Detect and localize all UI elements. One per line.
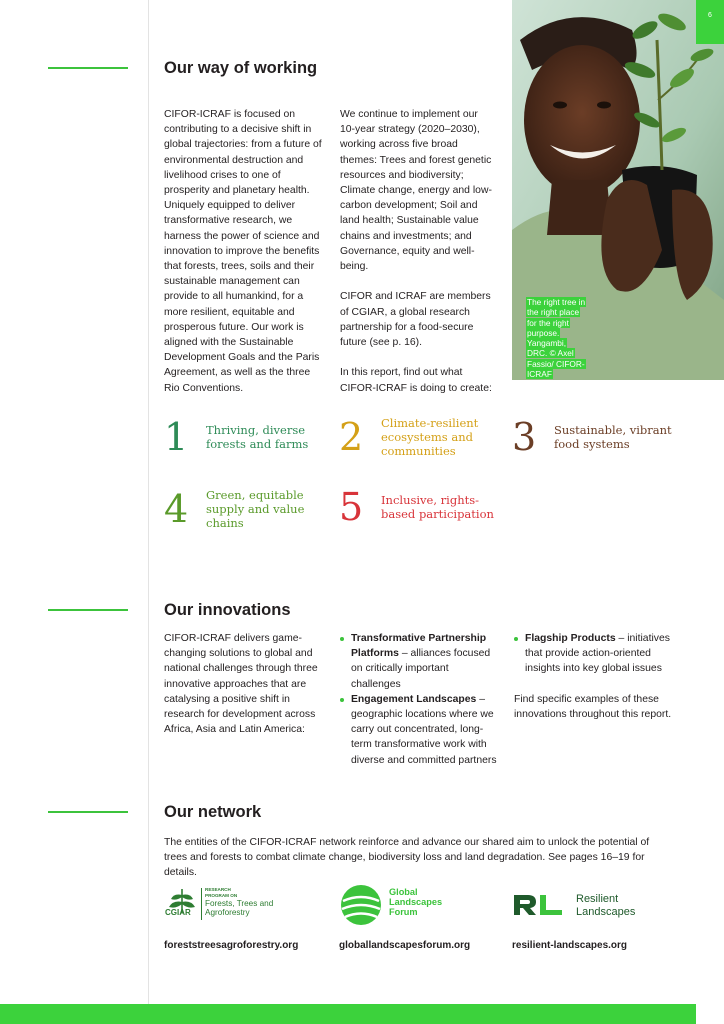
innovation-name: Engagement Landscapes <box>351 693 477 705</box>
way-of-working-para-1: CIFOR-ICRAF is focused on contributing to a decisive shift in global trajectories: from a future of environmental destruction and livelihood crises to one of prosperity and planetary health. Uniquely equipped to deliver transformative research, we harness the power of science and innovation to improve the benefits that forests, trees, soils and their sustainable management can provide to all humankind, for a more resilient, equitable and prosperous future. Our work is aligned with the Sustainable Development Goals and the Paris Agreement, as well as the three Rio Conventions. <box>164 109 322 394</box>
fta-logo-small <box>205 887 237 898</box>
outcome-number: 3 <box>512 415 537 459</box>
network-title: Our network <box>164 803 262 821</box>
innovation-item <box>340 631 500 692</box>
section-accent-line <box>48 811 128 813</box>
outcome-number: 1 <box>164 415 189 459</box>
rl-mark-icon <box>512 893 564 917</box>
innovation-desc: – alliances focused on critically important challenges <box>351 648 491 690</box>
way-of-working-col2 <box>340 107 492 396</box>
fta-logo <box>164 887 304 927</box>
innovation-item <box>514 631 674 677</box>
innovation-item <box>340 692 500 768</box>
page-number: 6 <box>708 12 712 19</box>
glf-url[interactable]: globallandscapesforum.org <box>339 940 471 951</box>
fta-logo-line: Agroforestry <box>205 908 250 918</box>
section-accent-line <box>48 67 128 69</box>
fta-logo-line: PROGRAM ON <box>205 892 238 898</box>
rl-logo-line: Landscapes <box>576 906 636 918</box>
outcome-number: 5 <box>339 485 364 529</box>
outcome-label: Green, equitable supply and value chains <box>206 488 305 531</box>
glf-logo-line: Global <box>389 887 418 897</box>
section-accent-line <box>48 609 128 611</box>
glf-logo-line: Forum <box>389 907 418 917</box>
resilient-landscapes-logo <box>512 893 662 923</box>
glf-globe-icon <box>339 883 383 927</box>
outcome-label: Climate-resilient ecosystems and communities <box>381 416 479 459</box>
innovations-list-right <box>514 631 674 722</box>
rl-logo-line: Resilient <box>576 893 619 905</box>
glf-logo-text <box>389 887 442 917</box>
glf-logo <box>339 883 469 927</box>
outcome-number: 4 <box>164 487 189 532</box>
outcome-label: Inclusive, rights-based participation <box>381 492 494 521</box>
innovation-desc: – initiatives that provide action-oriented insights into key global issues <box>525 633 670 675</box>
innovations-closing: Find specific examples of these innovations throughout this report. <box>514 693 672 720</box>
innovations-list-left <box>340 631 500 768</box>
outcome-label: Sustainable, vibrant food systems <box>554 422 672 451</box>
outcome-5 <box>339 485 509 529</box>
way-of-working-para-3: CIFOR and ICRAF are members of CGIAR, a global research partnership for a food-secure future (see p. 16). <box>340 291 491 349</box>
fta-logo-line: Forests, Trees and <box>205 899 274 908</box>
left-margin-rule <box>148 0 149 1004</box>
resilient-landscapes-url[interactable]: resilient-landscapes.org <box>512 940 628 951</box>
innovation-desc: – geographic locations where we carry out concentrated, long-term transformative work with diverse and committed partners <box>351 693 497 766</box>
network-text: The entities of the CIFOR-ICRAF network reinforce and advance our shared aim to unlock the potential of trees and forests to combat climate change, biodiversity loss and land degradation. See pages 16–19 for details. <box>164 837 650 879</box>
innovations-intro: CIFOR-ICRAF delivers game-changing solutions to global and national challenges through three innovative approaches that are catalysing a positive shift in research for development across Africa, Asia and Latin America: <box>164 633 318 736</box>
photo-caption <box>526 297 588 379</box>
fta-logo-main <box>205 899 273 918</box>
fta-url[interactable]: foreststreesagroforestry.org <box>164 940 299 951</box>
way-of-working-para-4: In this report, find out what CIFOR-ICRAF is doing to create: <box>340 367 492 394</box>
outcome-1 <box>164 415 324 459</box>
innovation-name: Transformative Partnership Platforms <box>351 633 487 660</box>
way-of-working-col1 <box>164 107 324 396</box>
logo-divider <box>201 888 202 920</box>
way-of-working-para-2: We continue to implement our 10-year strategy (2020–2030), working across five broad themes: Trees and forest genetic resources and biodiversity; Climate change, energy and low-carbon development; Soil and land health; Sustainable value chains and investments; and Governance, equity and well-being. <box>340 109 492 273</box>
outcome-number: 2 <box>339 415 364 460</box>
fta-logo-line: RESEARCH <box>205 887 231 892</box>
outcome-3 <box>512 415 692 459</box>
innovations-title: Our innovations <box>164 601 291 619</box>
cgiar-wordmark: CGIAR <box>165 908 191 917</box>
footer-bar <box>0 1004 696 1024</box>
page-number-tab <box>696 0 724 44</box>
innovation-name: Flagship Products <box>525 633 616 644</box>
outcome-2 <box>339 416 499 459</box>
way-of-working-title: Our way of working <box>164 59 318 77</box>
outcome-4 <box>164 488 324 531</box>
glf-logo-line: Landscapes <box>389 897 443 907</box>
photo-caption-text: The right tree in the right place for the right purpose. Yangambi, DRC. © Axel Fassio/ CIFOR-ICRAF <box>527 297 586 380</box>
outcome-label: Thriving, diverse forests and farms <box>206 422 309 451</box>
rl-logo-text <box>576 893 635 919</box>
